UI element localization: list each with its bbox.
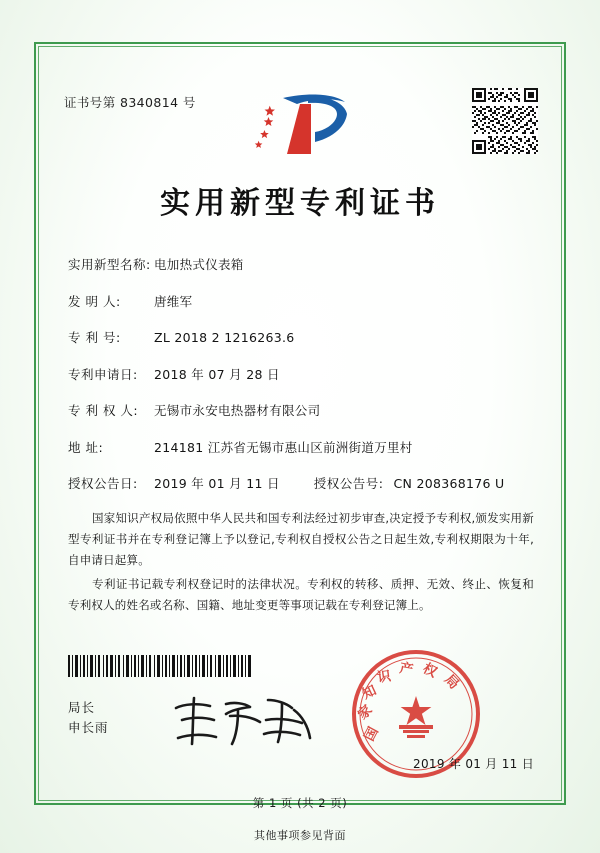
- field-label: 专 利 号:: [68, 330, 121, 345]
- field-sub-label: 授权公告号:: [313, 476, 384, 491]
- field-row-inventor: [68, 292, 538, 310]
- field-value: ZL 2018 2 1216263.6: [154, 330, 295, 345]
- barcode: [68, 655, 254, 677]
- svg-text:家: 家: [354, 702, 376, 723]
- field-value: 2018 年 07 月 28 日: [154, 366, 280, 382]
- paragraph-grant-statement: 国家知识产权局依照中华人民共和国专利法经过初步审查,决定授予专利权,颁发实用新型专利证书并在专利登记簿上予以登记,专利权自授权公告之日起生效,专利权期限为十年,自申请日起算。: [68, 511, 534, 567]
- field-value: 电加热式仪表箱: [154, 257, 244, 272]
- field-row-address: [68, 438, 538, 456]
- certificate-number: 证书号第 8340814 号: [64, 95, 196, 110]
- field-label: 地 址:: [68, 439, 104, 455]
- cnipa-emblem-icon: [253, 88, 349, 160]
- footer-note: 其他事项参见背面: [254, 829, 346, 842]
- field-value: 唐维军: [154, 293, 193, 309]
- page-title: 实用新型专利证书: [160, 186, 440, 221]
- director-title-label: 局长: [68, 700, 96, 715]
- field-row-patent-number: [68, 328, 538, 346]
- svg-text:知: 知: [359, 682, 379, 703]
- field-value: 无锡市永安电热器材有限公司: [154, 403, 321, 418]
- field-row-grant-announcement: [68, 474, 538, 492]
- field-label: 实用新型名称:: [68, 257, 151, 272]
- field-label: 授权公告日:: [68, 476, 138, 491]
- svg-text:识: 识: [376, 668, 392, 686]
- svg-text:权: 权: [420, 660, 440, 681]
- certificate-fields: [68, 255, 538, 511]
- field-sub-value: CN 208368176 U: [393, 476, 505, 491]
- director-name-label: 申长雨: [68, 720, 109, 735]
- svg-text:国: 国: [361, 724, 382, 744]
- handwritten-signature: [168, 690, 328, 752]
- field-row-application-date: [68, 365, 538, 383]
- qr-code: [472, 88, 538, 154]
- field-row-utility-model-name: [68, 255, 538, 273]
- signature-block: [68, 698, 109, 738]
- seal-date: 2019 年 01 月 11 日: [413, 757, 534, 771]
- svg-text:局: 局: [441, 671, 463, 693]
- legal-text-block: [68, 508, 534, 619]
- field-label: 专 利 权 人:: [68, 403, 139, 418]
- svg-text:产: 产: [398, 660, 415, 679]
- page-number: 第 1 页 (共 2 页): [252, 796, 348, 810]
- field-value: 2019 年 01 月 11 日: [154, 476, 280, 491]
- field-row-patentee: [68, 401, 538, 419]
- field-value: 214181 江苏省无锡市惠山区前洲街道万里村: [154, 439, 413, 455]
- paragraph-registry-statement: 专利证书记载专利权登记时的法律状况。专利权的转移、质押、无效、终止、恢复和专利权人的姓名或名称、国籍、地址变更等事项记载在专利登记簿上。: [68, 577, 534, 612]
- field-label: 发 明 人:: [68, 293, 121, 309]
- field-label: 专利申请日:: [68, 366, 138, 382]
